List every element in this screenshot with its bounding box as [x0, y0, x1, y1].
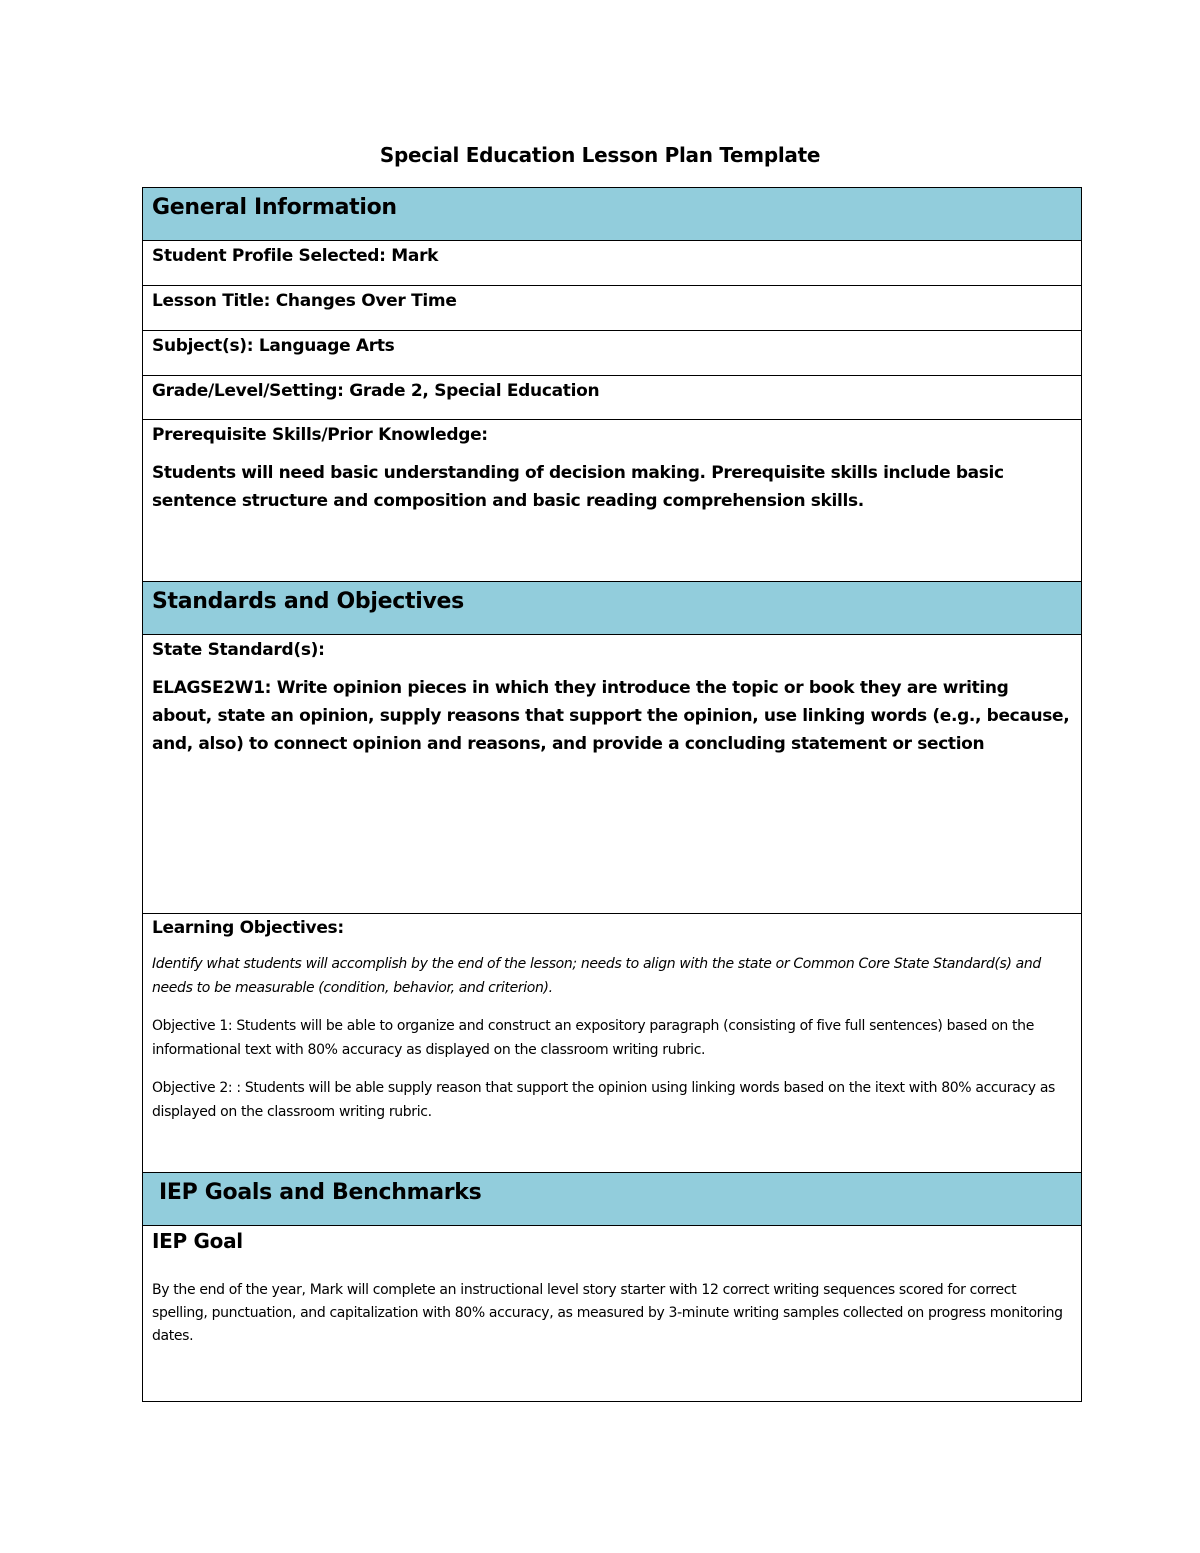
page-title: Special Education Lesson Plan Template	[379, 143, 821, 167]
section-header-standards-objectives: Standards and Objectives	[143, 582, 1081, 635]
subjects-row: Subject(s): Language Arts	[143, 331, 1081, 376]
learning-objectives-label: Learning Objectives:	[152, 918, 344, 938]
state-standards-row	[143, 635, 1081, 914]
objective-2: Objective 2: : Students will be able supply reason that support the opinion using linking words based on the itext with 80% accuracy as displayed on the classroom writing rubric.	[152, 1080, 1055, 1120]
student-profile-row: Student Profile Selected: Mark	[143, 241, 1081, 286]
iep-goal-label: IEP Goal	[152, 1229, 243, 1253]
learning-objectives-instructions: Identify what students will accomplish by the end of the lesson; needs to align with the state or Common Core State Standard(s) and needs to be measurable (condition, behavior, and criterion).	[152, 956, 1041, 996]
learning-objectives-row	[143, 914, 1081, 1173]
section-header-general-information: General Information	[143, 188, 1081, 241]
state-standards-label: State Standard(s):	[152, 640, 325, 660]
iep-goal-text: By the end of the year, Mark will complete an instructional level story starter with 12 correct writing sequences scored for correct spelling, punctuation, and capitalization with 80% accuracy, as measured by 3-minute writing samples collected on progress monitoring dates.	[152, 1282, 1063, 1344]
objective-1: Objective 1: Students will be able to organize and construct an expository paragraph (consisting of five full sentences) based on the informational text with 80% accuracy as displayed on the classroom writing rubric.	[152, 1018, 1034, 1058]
prerequisite-label: Prerequisite Skills/Prior Knowledge:	[152, 425, 488, 445]
iep-goal-row	[143, 1226, 1081, 1402]
state-standards-text: ELAGSE2W1: Write opinion pieces in which they introduce the topic or book they are writing about, state an opinion, supply reasons that support the opinion, use linking words (e.g., because, and, also) to connect opinion and reasons, and provide a concluding statement or section	[152, 678, 1070, 754]
lesson-title-row: Lesson Title: Changes Over Time	[143, 286, 1081, 331]
prerequisite-text: Students will need basic understanding of decision making. Prerequisite skills include basic sentence structure and composition and basic reading comprehension skills.	[152, 463, 1004, 511]
lesson-plan-table	[142, 187, 1082, 1402]
section-header-iep-goals: IEP Goals and Benchmarks	[143, 1173, 1081, 1226]
grade-level-row: Grade/Level/Setting: Grade 2, Special Education	[143, 376, 1081, 420]
prerequisite-skills-row	[143, 420, 1081, 582]
